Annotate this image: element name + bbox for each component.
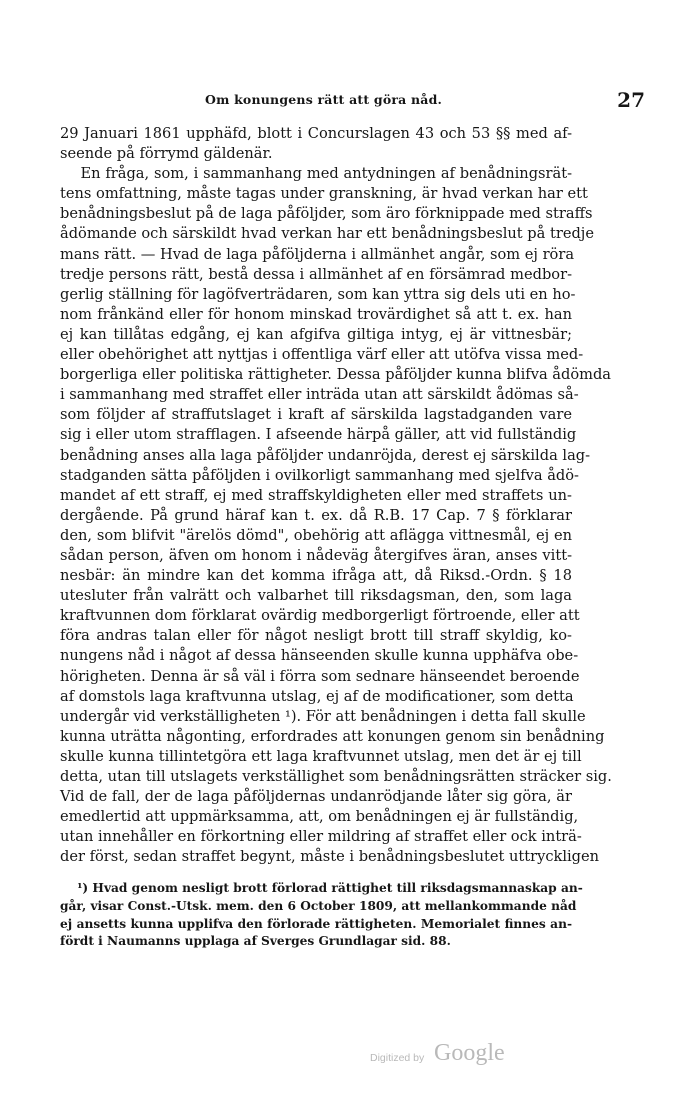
text-line: ej kan tillåtas edgång, ej kan afgifva giltiga intyg, ej är vittnesbär; — [60, 325, 572, 343]
text-line: ådömande och särskildt hvad verkan har ett benådningsbeslut på tredje — [60, 225, 594, 243]
footnote-line: ej ansetts kunna upplifva den förlorade rättigheten. Memorialet finnes an- — [60, 916, 572, 931]
text-line: nom frånkänd eller för honom minskad trovärdighet så att t. ex. han — [60, 305, 572, 323]
page-number: 27 — [617, 88, 645, 112]
text-line: nesbär: än mindre kan det komma ifråga att, då Riksd.-Ordn. § 18 — [60, 567, 572, 585]
text-line: kunna uträtta någonting, erfordrades att konungen genom sin benådning — [60, 727, 605, 745]
text-line: sig i eller utom strafflagen. I afseende härpå gäller, att vid fullständig — [60, 426, 577, 444]
text-line: mandet af ett straff, ej med straffskyldigheten eller med straffets un- — [60, 486, 572, 504]
text-line: benådningsbeslut på de laga påföljder, som äro förknippade med straffs — [60, 205, 593, 223]
footnote-line: fördt i Naumanns upplaga af Sverges Grundlagar sid. 88. — [60, 934, 451, 949]
text-line: En fråga, som, i sammanhang med antydningen af benådningsrät- — [80, 165, 572, 183]
text-line: utesluter från valrätt och valbarhet till riksdagsman, den, som laga — [60, 587, 572, 605]
text-line: eller obehörighet att nyttjas i offentliga värf eller att utöfva vissa med- — [60, 346, 584, 364]
text-line: gerlig ställning för lagöfverträdaren, som kan yttra sig dels uti en ho- — [60, 285, 576, 303]
text-line: skulle kunna tillintetgöra ett laga kraftvunnet utslag, men det är ej till — [60, 747, 582, 765]
text-line: som följder af straffutslaget i kraft af särskilda lagstadganden vare — [60, 406, 572, 424]
text-line: kraftvunnen dom förklarat ovärdig medborgerligt förtroende, eller att — [60, 607, 580, 625]
text-line: tens omfattning, måste tagas under granskning, är hvad verkan har ett — [60, 185, 588, 203]
text-line: Vid de fall, der de laga påföljdernas undanrödjande låter sig göra, är — [60, 788, 572, 806]
text-line: den, som blifvit "ärelös dömd", obehörig att aflägga vittnesmål, ej en — [60, 526, 572, 544]
watermark-caption: Digitized by — [370, 1052, 425, 1064]
digitized-by-watermark — [370, 1040, 530, 1070]
text-line: föra andras talan eller för något nesligt brott till straff skyldig, ko- — [60, 627, 572, 645]
text-line: detta, utan till utslagets verkställighet som benådningsrätten sträcker sig. — [60, 768, 612, 785]
text-line: stadganden sätta påföljden i ovilkorligt sammanhang med sjelfva ådö- — [60, 466, 579, 484]
text-line: borgerliga eller politiska rättigheter. Dessa påföljder kunna blifva ådömda — [60, 366, 611, 384]
page-header — [55, 90, 645, 114]
text-line: nungens nåd i något af dessa hänseenden skulle kunna upphäfva obe- — [60, 647, 579, 665]
google-logo: Google — [434, 1040, 505, 1066]
text-line: i sammanhang med straffet eller inträda utan att särskildt ådömas så- — [60, 386, 579, 404]
text-line: seende på förrymd gäldenär. — [60, 145, 273, 163]
body-text — [60, 124, 612, 867]
text-line: tredje persons rätt, bestå dessa i allmänhet af en försämrad medbor- — [60, 265, 572, 283]
text-line: hörigheten. Denna är så väl i förra som sednare hänseendet beroende — [60, 667, 580, 685]
text-line: 29 Januari 1861 upphäfd, blott i Concurslagen 43 och 53 §§ med af- — [60, 125, 572, 142]
text-line: dergående. På grund häraf kan t. ex. då R.B. 17 Cap. 7 § förklarar — [60, 506, 572, 524]
text-line: benådning anses alla laga påföljder undanröjda, derest ej särskilda lag- — [60, 446, 591, 464]
footnotes — [60, 880, 583, 951]
text-line: der först, sedan straffet begynt, måste i benådningsbeslutet uttryckligen — [60, 848, 600, 866]
text-line: utan innehåller en förkortning eller mildring af straffet eller ock inträ- — [60, 828, 582, 846]
text-line: undergår vid verkställigheten ¹). För att benådningen i detta fall skulle — [60, 707, 586, 725]
footnote-line: går, visar Const.-Utsk. mem. den 6 October 1809, att mellankommande nåd — [60, 898, 577, 913]
text-line: mans rätt. — Hvad de laga påföljderna i allmänhet angår, som ej röra — [60, 245, 575, 263]
text-line: emedlertid att uppmärksamma, att, om benådningen ej är fullständig, — [60, 808, 579, 826]
text-line: af domstols laga kraftvunna utslag, ej af de modificationer, som detta — [60, 687, 574, 705]
footnote-line: ¹) Hvad genom nesligt brott förlorad rättighet till riksdagsmannaskap an- — [77, 881, 583, 895]
running-title: Om konungens rätt att göra nåd. — [205, 92, 443, 107]
text-line: sådan person, äfven om honom i nådeväg återgifves äran, anses vitt- — [60, 546, 572, 564]
